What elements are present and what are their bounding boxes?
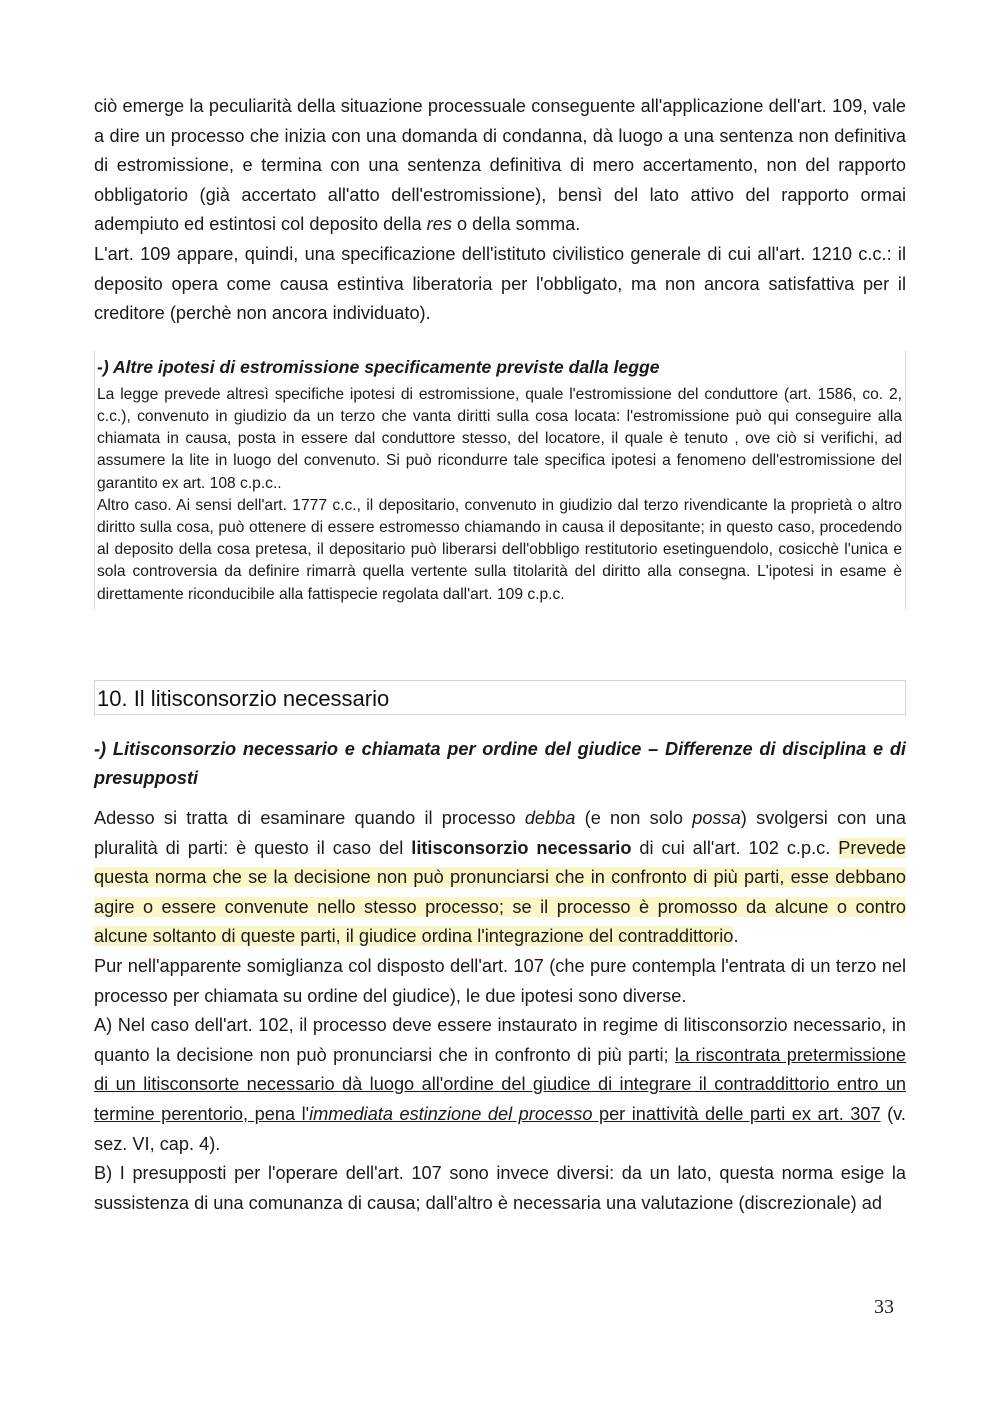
section-paragraph-3 <box>94 1011 906 1159</box>
italic-term-res: res <box>426 214 452 235</box>
text-run: o della somma. <box>451 214 581 235</box>
highlighted-text: Prevede questa norma che se la decisione non può pronunciarsi che in confronto di più parti, esse debbano agire o essere convenute nello stesso processo; se il processo è promosso da alcune o contro alcune soltanto di queste parti, il giudice ordina l'integrazione del contraddittorio <box>94 837 906 947</box>
box-paragraph-1: La legge prevede altresì specifiche ipotesi di estromissione, quale l'estromissione del conduttore (art. 1586, co. 2, c.c.), convenuto in giudizio da un terzo che vanta diritti sulla cosa locata: l'estromissione può qui conseguire alla chiamata in causa, posta in essere dal conduttore stesso, del locatore, il quale è tenuto , ove ciò si verifichi, ad assumere la lite in luogo del convenuto. Si può ricondurre tale specifica ipotesi a fenomeno dell'estromissione del garantito ex art. 108 c.p.c.. <box>97 385 902 492</box>
estromissione-box <box>94 351 906 610</box>
section-paragraph-1 <box>94 804 906 952</box>
bold-term-litisconsorzio: litisconsorzio necessario <box>411 837 632 858</box>
underlined-text: per inattività delle parti ex art. 307 <box>592 1103 881 1124</box>
underlined-italic-text: immediata estinzione del processo <box>309 1103 593 1124</box>
italic-term-possa: possa <box>692 807 741 828</box>
text-run: ) svolgersi con una pluralità di parti: è questo il caso del <box>94 807 906 858</box>
text-run: . <box>733 926 739 947</box>
text-run: (v. sez. VI, cap. 4). <box>94 1103 906 1154</box>
text-run: Adesso si tratta di esaminare quando il processo <box>94 807 525 828</box>
intro-paragraph-1 <box>94 92 906 240</box>
text-run: di cui all'art. 102 c.p.c. <box>631 837 839 858</box>
section-paragraph-4: B) I presupposti per l'operare dell'art. 107 sono invece diversi: da un lato, questa norma esige la sussistenza di una comunanza di causa; dall'altro è necessaria una valutazione (discrezionale) ad <box>94 1163 906 1213</box>
page-number: 33 <box>874 1296 894 1318</box>
box-paragraph-2: Altro caso. Ai sensi dell'art. 1777 c.c., il depositario, convenuto in giudizio dal terzo rivendicante la proprietà o altro diritto sulla cosa, può ottenere di essere estromesso chiamando in causa il depositante; in questo caso, procedendo al deposito della cosa pretesa, il depositario può liberarsi dell'obbligo restitutorio esetinguendolo, cosicchè l'unica e sola controversia da definire rimarrà quella vertente sulla titolarità del diritto alla consegna. L'ipotesi in esame è direttamente riconducibile alla fattispecie regolata dall'art. 109 c.p.c. <box>97 496 902 603</box>
sub-heading: -) Litisconsorzio necessario e chiamata per ordine del giudice – Differenze di disciplina e di presupposti <box>94 738 906 789</box>
section-paragraph-2: Pur nell'apparente somiglianza col disposto dell'art. 107 (che pure contempla l'entrata di un terzo nel processo per chiamata su ordine del giudice), le due ipotesi sono diverse. <box>94 955 906 1006</box>
box-title: -) Altre ipotesi di estromissione specificamente previste dalla legge <box>97 356 660 377</box>
text-run: A) Nel caso dell'art. 102, il processo deve essere instaurato in regime di litisconsorzio necessario, in quanto la decisione non può pronunciarsi che in confronto di più parti; <box>94 1015 906 1065</box>
document-page <box>94 92 906 1218</box>
section-heading: 10. Il litisconsorzio necessario <box>94 680 906 715</box>
text-run: ciò emerge la peculiarità della situazione processuale conseguente all'applicazione dell'art. 109, vale a dire un processo che inizia con una domanda di condanna, dà luogo a una sentenza non definitiva di estromissione, e termina con una sentenza definitiva di mero accertamento, non del rapporto obbligatorio (già accertato all'atto dell'estromissione), bensì del lato attivo del rapporto ormai adempiuto ed estintosi col deposito della <box>94 96 906 235</box>
intro-paragraph-2: L'art. 109 appare, quindi, una specificazione dell'istituto civilistico generale di cui all'art. 1210 c.c.: il deposito opera come causa estintiva liberatoria per l'obbligato, ma non ancora satisfattiva per il creditore (perchè non ancora individuato). <box>94 243 906 324</box>
text-run: (e non solo <box>575 807 693 828</box>
underlined-text: la riscontrata pretermissione di un litisconsorte necessario dà luogo all'ordine del giudice di integrare il contraddittorio entro un termine perentorio, pena l' <box>94 1044 906 1124</box>
italic-term-debba: debba <box>524 807 576 828</box>
